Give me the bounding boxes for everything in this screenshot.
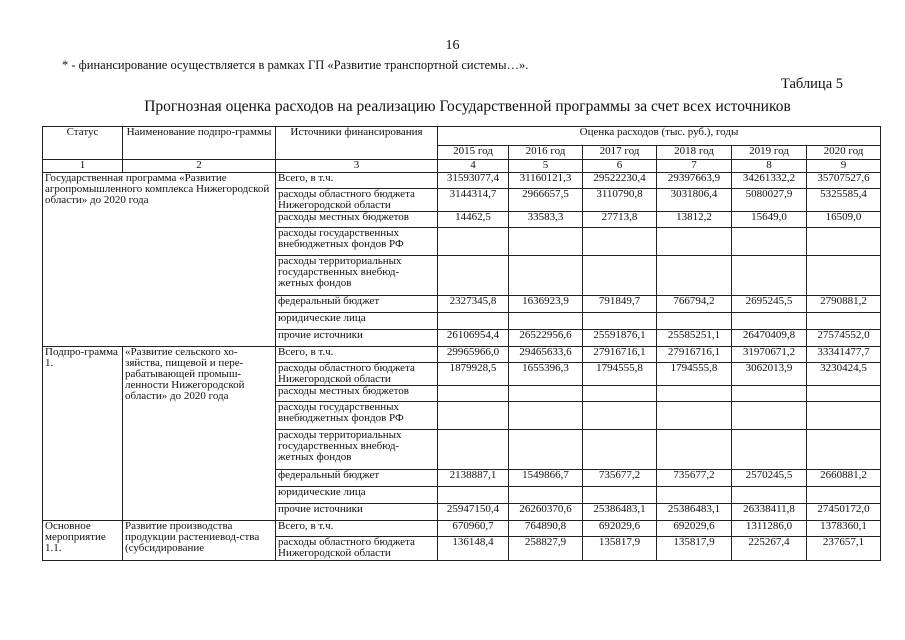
value-cell: 33583,3	[509, 212, 583, 228]
value-cell: 25947150,4	[438, 504, 509, 521]
value-cell: 13812,2	[657, 212, 732, 228]
source-cell: расходы территориальных государственных внебюд-жетных фондов	[276, 256, 438, 296]
value-cell: 5080027,9	[732, 189, 807, 212]
column-number: 3	[276, 160, 438, 173]
source-cell: федеральный бюджет	[276, 296, 438, 313]
source-cell: Всего, в т.ч.	[276, 173, 438, 189]
column-number: 2	[123, 160, 276, 173]
value-cell: 29465633,6	[509, 347, 583, 363]
value-cell	[732, 402, 807, 430]
value-cell	[509, 402, 583, 430]
source-cell: расходы областного бюджета Нижегородской области	[276, 189, 438, 212]
value-cell	[509, 386, 583, 402]
value-cell: 1636923,9	[509, 296, 583, 313]
value-cell: 225267,4	[732, 537, 807, 561]
value-cell: 1655396,3	[509, 363, 583, 386]
header-estimate: Оценка расходов (тыс. руб.), годы	[438, 127, 881, 146]
value-cell	[438, 402, 509, 430]
value-cell	[509, 313, 583, 330]
value-cell: 26260370,6	[509, 504, 583, 521]
value-cell: 3062013,9	[732, 363, 807, 386]
table-row	[43, 521, 881, 537]
value-cell: 29965966,0	[438, 347, 509, 363]
value-cell: 25386483,1	[657, 504, 732, 521]
table-row	[43, 173, 881, 189]
value-cell	[583, 386, 657, 402]
value-cell	[583, 313, 657, 330]
header-status: Статус	[43, 127, 123, 160]
value-cell: 1311286,0	[732, 521, 807, 537]
value-cell	[438, 313, 509, 330]
header-year: 2020 год	[807, 146, 881, 160]
value-cell: 237657,1	[807, 537, 881, 561]
value-cell: 25585251,1	[657, 330, 732, 347]
value-cell: 26522956,6	[509, 330, 583, 347]
value-cell	[583, 402, 657, 430]
value-cell: 29522230,4	[583, 173, 657, 189]
value-cell	[732, 430, 807, 470]
value-cell: 27713,8	[583, 212, 657, 228]
value-cell: 2695245,5	[732, 296, 807, 313]
value-cell	[438, 386, 509, 402]
header-year: 2016 год	[509, 146, 583, 160]
column-number: 9	[807, 160, 881, 173]
value-cell: 1879928,5	[438, 363, 509, 386]
value-cell: 16509,0	[807, 212, 881, 228]
value-cell: 3144314,7	[438, 189, 509, 212]
value-cell: 27916716,1	[583, 347, 657, 363]
value-cell	[657, 487, 732, 504]
subprogram-name-cell: Развитие производства продукции растениевод-ства (субсидирование	[123, 521, 276, 561]
document-title: Прогнозная оценка расходов на реализацию Государственной программы за счет всех источников	[144, 98, 791, 115]
value-cell	[509, 430, 583, 470]
value-cell: 26106954,4	[438, 330, 509, 347]
value-cell	[657, 402, 732, 430]
column-number: 7	[657, 160, 732, 173]
value-cell	[657, 228, 732, 256]
value-cell: 1378360,1	[807, 521, 881, 537]
column-number: 8	[732, 160, 807, 173]
value-cell	[657, 386, 732, 402]
source-cell: расходы местных бюджетов	[276, 386, 438, 402]
value-cell	[732, 386, 807, 402]
column-number: 4	[438, 160, 509, 173]
value-cell	[583, 487, 657, 504]
value-cell: 2327345,8	[438, 296, 509, 313]
status-cell: Подпро-грамма 1.	[43, 347, 123, 521]
source-cell: юридические лица	[276, 313, 438, 330]
value-cell	[509, 228, 583, 256]
value-cell: 766794,2	[657, 296, 732, 313]
source-cell: федеральный бюджет	[276, 470, 438, 487]
value-cell: 764890,8	[509, 521, 583, 537]
value-cell	[732, 313, 807, 330]
value-cell	[438, 487, 509, 504]
footnote: * - финансирование осуществляется в рамках ГП «Развитие транспортной системы…».	[62, 58, 529, 72]
value-cell: 2660881,2	[807, 470, 881, 487]
value-cell	[732, 487, 807, 504]
status-cell: Основное мероприятие 1.1.	[43, 521, 123, 561]
value-cell: 1794555,8	[583, 363, 657, 386]
source-cell: прочие источники	[276, 330, 438, 347]
value-cell	[807, 386, 881, 402]
value-cell: 29397663,9	[657, 173, 732, 189]
column-number: 5	[509, 160, 583, 173]
value-cell: 735677,2	[657, 470, 732, 487]
source-cell: Всего, в т.ч.	[276, 521, 438, 537]
value-cell	[807, 402, 881, 430]
source-cell: расходы территориальных государственных внебюд-жетных фондов	[276, 430, 438, 470]
source-cell: Всего, в т.ч.	[276, 347, 438, 363]
value-cell: 35707527,6	[807, 173, 881, 189]
subprogram-name-cell: «Развитие сельского хо-зяйства, пищевой и пере-рабатывающей промыш-ленности Нижегородской области» до 2020 года	[123, 347, 276, 521]
value-cell	[438, 256, 509, 296]
value-cell: 3110790,8	[583, 189, 657, 212]
value-cell	[657, 256, 732, 296]
status-cell: Государственная программа «Развитие агропромышленного комплекса Нижегородской области» до 2020 года	[43, 173, 276, 347]
value-cell	[583, 256, 657, 296]
value-cell: 1549866,7	[509, 470, 583, 487]
page-number: 16	[445, 38, 460, 53]
value-cell	[509, 256, 583, 296]
value-cell	[438, 430, 509, 470]
value-cell	[807, 430, 881, 470]
source-cell: юридические лица	[276, 487, 438, 504]
header-year: 2015 год	[438, 146, 509, 160]
value-cell: 25386483,1	[583, 504, 657, 521]
value-cell: 3230424,5	[807, 363, 881, 386]
value-cell: 25591876,1	[583, 330, 657, 347]
header-subprogram: Наименование подпро-граммы	[123, 127, 276, 160]
value-cell	[438, 228, 509, 256]
value-cell	[807, 487, 881, 504]
value-cell: 135817,9	[583, 537, 657, 561]
value-cell: 26338411,8	[732, 504, 807, 521]
value-cell: 258827,9	[509, 537, 583, 561]
table-label: Таблица 5	[780, 76, 843, 92]
value-cell: 27916716,1	[657, 347, 732, 363]
value-cell	[732, 256, 807, 296]
value-cell	[583, 228, 657, 256]
value-cell	[807, 228, 881, 256]
value-cell	[509, 487, 583, 504]
header-year: 2017 год	[583, 146, 657, 160]
header-year: 2019 год	[732, 146, 807, 160]
value-cell: 26470409,8	[732, 330, 807, 347]
value-cell	[657, 313, 732, 330]
value-cell: 135817,9	[657, 537, 732, 561]
value-cell: 27574552,0	[807, 330, 881, 347]
value-cell: 136148,4	[438, 537, 509, 561]
value-cell: 2138887,1	[438, 470, 509, 487]
value-cell: 5325585,4	[807, 189, 881, 212]
source-cell: расходы областного бюджета Нижегородской области	[276, 363, 438, 386]
header-sources: Источники финансирования	[276, 127, 438, 160]
column-number: 1	[43, 160, 123, 173]
value-cell	[657, 430, 732, 470]
source-cell: расходы государственных внебюджетных фондов РФ	[276, 228, 438, 256]
value-cell: 1794555,8	[657, 363, 732, 386]
value-cell: 2966657,5	[509, 189, 583, 212]
source-cell: расходы государственных внебюджетных фондов РФ	[276, 402, 438, 430]
value-cell: 791849,7	[583, 296, 657, 313]
value-cell: 27450172,0	[807, 504, 881, 521]
value-cell: 735677,2	[583, 470, 657, 487]
value-cell	[583, 430, 657, 470]
value-cell	[807, 313, 881, 330]
source-cell: прочие источники	[276, 504, 438, 521]
value-cell: 670960,7	[438, 521, 509, 537]
value-cell: 3031806,4	[657, 189, 732, 212]
value-cell: 15649,0	[732, 212, 807, 228]
table-row	[43, 347, 881, 363]
header-year: 2018 год	[657, 146, 732, 160]
value-cell: 2570245,5	[732, 470, 807, 487]
source-cell: расходы местных бюджетов	[276, 212, 438, 228]
source-cell: расходы областного бюджета Нижегородской области	[276, 537, 438, 561]
column-number: 6	[583, 160, 657, 173]
value-cell	[732, 228, 807, 256]
value-cell	[807, 256, 881, 296]
value-cell: 31160121,3	[509, 173, 583, 189]
value-cell: 31970671,2	[732, 347, 807, 363]
value-cell: 692029,6	[583, 521, 657, 537]
value-cell: 34261332,2	[732, 173, 807, 189]
value-cell: 2790881,2	[807, 296, 881, 313]
value-cell: 31593077,4	[438, 173, 509, 189]
value-cell: 33341477,7	[807, 347, 881, 363]
value-cell: 692029,6	[657, 521, 732, 537]
expenses-table	[42, 126, 881, 561]
value-cell: 14462,5	[438, 212, 509, 228]
